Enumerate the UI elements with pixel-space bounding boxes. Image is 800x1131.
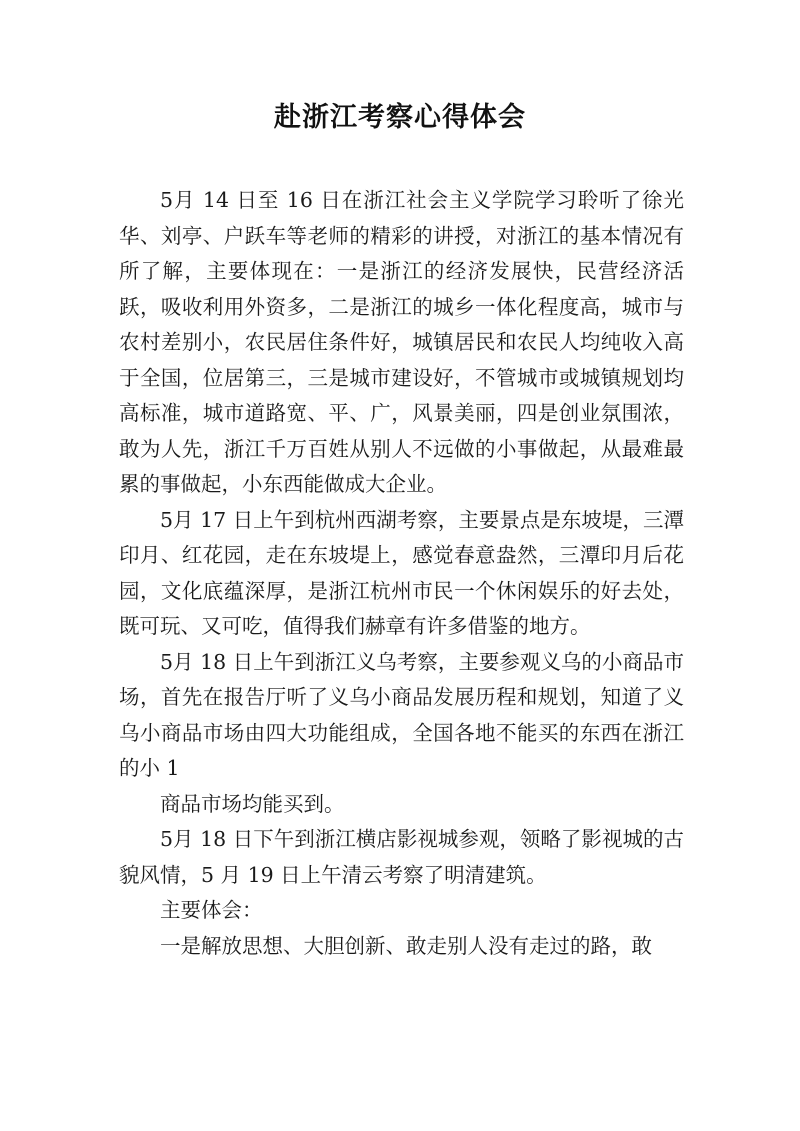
paragraph-1: 5月 14 日至 16 日在浙江社会主义学院学习聆听了徐光华、刘亭、户跃车等老师的精彩的讲授，对浙江的基本情况有所了解，主要体现在：一是浙江的经济发展快，民营经济活跃，吸收利用外资多，二是浙江的城乡一体化程度高，城市与农村差别小，农民居住条件好，城镇居民和农民人均纯收入高于全国，位居第三，三是城市建设好，不管城市或城镇规划均高标准，城市道路宽、平、广，风景美丽，四是创业氛围浓，敢为人先，浙江千万百姓从别人不远做的小事做起，从最难最累的事做起，小东西能做成大企业。	[119, 188, 684, 496]
paragraph-7: 一是解放思想、大胆创新、敢走别人没有走过的路，敢	[160, 933, 652, 958]
paragraph-4: 商品市场均能买到。	[160, 791, 345, 816]
paragraph-3: 5月 18 日上午到浙江义乌考察，主要参观义乌的小商品市场，首先在报告厅听了义乌小商品发展历程和规划，知道了义乌小商品市场由四大功能组成，全国各地不能买的东西在浙江的小 1	[119, 649, 684, 780]
paragraph-2: 5月 17 日上午到杭州西湖考察，主要景点是东坡堤，三潭印月、红花园，走在东坡堤上，感觉春意盎然，三潭印月后花园，文化底蕴深厚，是浙江杭州市民一个休闲娱乐的好去处，既可玩、又可吃，值得我们赫章有许多借鉴的地方。	[119, 507, 684, 638]
paragraph-6: 主要体会：	[160, 898, 263, 922]
document-body	[119, 183, 684, 964]
document-title: 赴浙江考察心得体会	[274, 102, 526, 133]
paragraph-5: 5月 18 日下午到浙江横店影视城参观，领略了影视城的古貌风情，5 月 19 日上午清云考察了明清建筑。	[119, 827, 684, 887]
